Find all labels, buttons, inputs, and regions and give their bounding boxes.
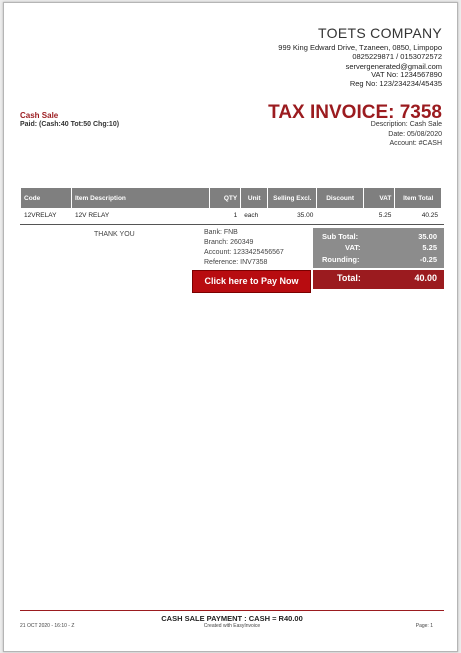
cell-selling: 35.00 <box>297 212 314 219</box>
paid-summary: Paid: (Cash:40 Tot:50 Chg:10) <box>20 121 120 128</box>
col-selling: Selling Excl. <box>268 188 316 208</box>
cell-description: 12V RELAY <box>74 212 110 219</box>
invoice-page <box>3 2 458 652</box>
col-description: Item Description <box>72 188 209 208</box>
company-name: TOETS COMPANY <box>318 25 442 41</box>
bank-name: Bank: FNB <box>204 229 238 236</box>
footer-rule <box>20 610 444 611</box>
footer-date: 21 OCT 2020 - 16:10 - Z <box>20 623 75 629</box>
col-unit: Unit <box>241 188 267 208</box>
cell-unit: each <box>244 212 259 219</box>
total-label: Total: <box>337 273 361 283</box>
invoice-date: Date: 05/08/2020 <box>388 131 442 138</box>
table-row <box>21 208 441 223</box>
thank-you-text: THANK YOU <box>94 231 135 238</box>
col-qty: QTY <box>210 188 240 208</box>
footer-created-with: Created with EasyInvoice <box>203 623 261 629</box>
pay-now-button[interactable]: Click here to Pay Now <box>192 270 311 293</box>
company-reg-no: Reg No: 123/234234/45435 <box>349 79 442 88</box>
rounding-label: Rounding: <box>322 255 360 264</box>
col-total: Item Total <box>395 188 441 208</box>
invoice-account: Account: #CASH <box>389 140 442 147</box>
sale-type-label: Cash Sale <box>20 111 59 120</box>
items-table <box>20 188 442 223</box>
col-discount: Discount <box>317 188 363 208</box>
rounding-value: -0.25 <box>419 255 437 264</box>
vat-label: VAT: <box>345 243 361 252</box>
cell-vat: 5.25 <box>378 212 392 219</box>
bank-account: Account: 1233425456567 <box>204 249 284 256</box>
items-header-row <box>21 188 441 208</box>
rounding-row <box>322 255 437 264</box>
bank-branch: Branch: 260349 <box>204 239 254 246</box>
footer-payment-summary: CASH SALE PAYMENT : CASH = R40.00 <box>161 614 303 623</box>
grand-total-box <box>313 270 444 289</box>
company-phone: 0825229871 / 0153072572 <box>352 52 442 61</box>
table-bottom-rule <box>20 224 444 225</box>
company-vat-no: VAT No: 1234567890 <box>371 70 442 79</box>
footer-page-number: Page: 1 <box>415 623 433 629</box>
bank-reference: Reference: INV7358 <box>204 259 268 266</box>
invoice-title: TAX INVOICE: 7358 <box>268 102 442 123</box>
invoice-description: Description: Cash Sale <box>370 121 442 128</box>
vat-value: 5.25 <box>422 243 437 252</box>
col-code: Code <box>21 188 71 208</box>
subtotal-value: 35.00 <box>418 232 437 241</box>
company-email: servergenerated@gmail.com <box>345 62 442 71</box>
total-value: 40.00 <box>414 273 437 283</box>
col-vat: VAT <box>364 188 394 208</box>
cell-code: 12VRELAY <box>24 212 57 219</box>
subtotal-label: Sub Total: <box>322 232 359 241</box>
cell-qty: 1 <box>233 212 238 219</box>
subtotal-row <box>322 232 437 241</box>
company-address: 999 King Edward Drive, Tzaneen, 0850, Limpopo <box>278 43 442 52</box>
cell-discount <box>317 208 363 223</box>
totals-box <box>313 228 444 268</box>
cell-total: 40.25 <box>421 212 438 219</box>
